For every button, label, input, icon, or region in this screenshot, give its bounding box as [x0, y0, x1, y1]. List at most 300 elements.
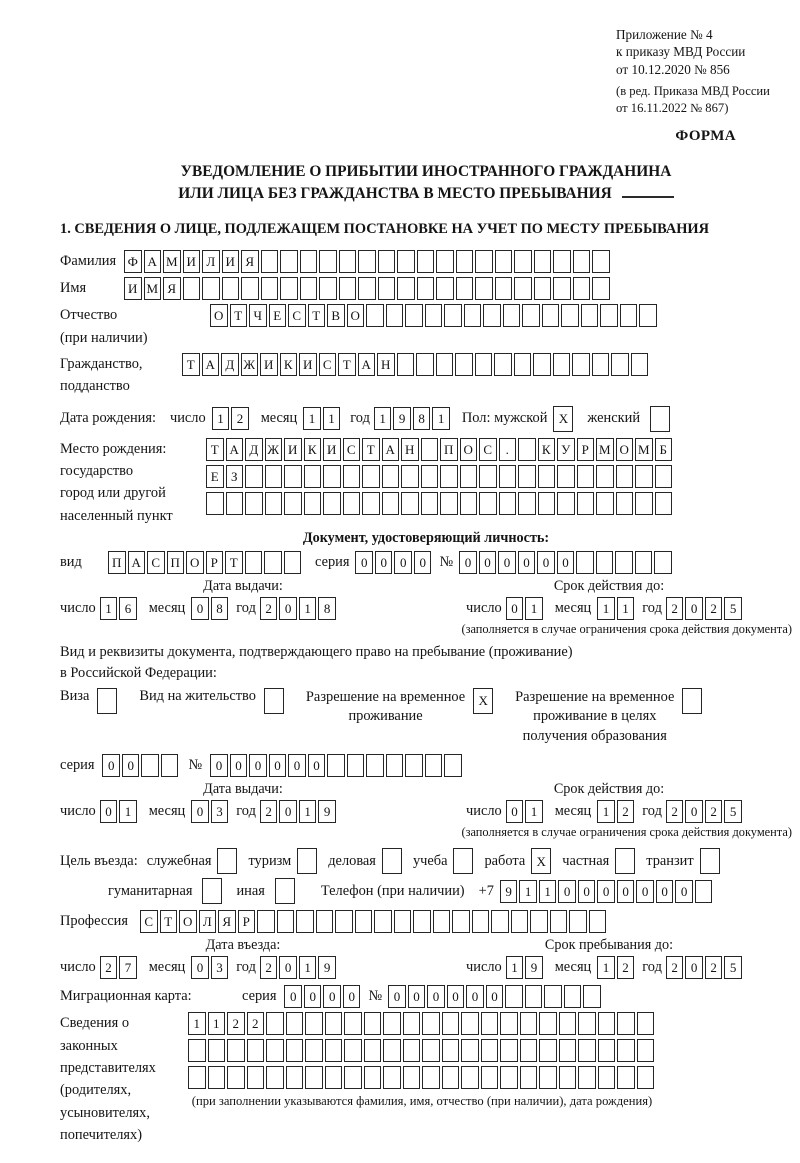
form-cell[interactable] [700, 848, 720, 874]
form-cell[interactable]: 0 [269, 754, 287, 777]
form-cell[interactable]: 0 [304, 985, 322, 1008]
form-cell[interactable] [264, 551, 282, 574]
form-cell[interactable] [682, 688, 702, 714]
form-cell[interactable] [206, 492, 224, 515]
form-cell[interactable] [208, 1066, 226, 1089]
form-cell[interactable] [284, 465, 302, 488]
form-cell[interactable] [500, 1012, 518, 1035]
form-cell[interactable] [261, 277, 279, 300]
form-cell[interactable] [573, 277, 591, 300]
form-cell[interactable]: К [304, 438, 322, 461]
form-cell[interactable] [382, 465, 400, 488]
form-cell[interactable] [416, 353, 434, 376]
form-cell[interactable]: 0 [685, 597, 703, 620]
form-cell[interactable] [479, 492, 497, 515]
form-cell[interactable] [358, 277, 376, 300]
form-cell[interactable] [481, 1066, 499, 1089]
form-cell[interactable] [518, 465, 536, 488]
form-cell[interactable]: 2 [260, 800, 278, 823]
form-cell[interactable]: А [202, 353, 220, 376]
form-cell[interactable]: 2 [617, 956, 635, 979]
form-cell[interactable]: 1 [519, 880, 537, 903]
form-cell[interactable] [654, 551, 672, 574]
form-cell[interactable] [479, 465, 497, 488]
form-cell[interactable] [460, 492, 478, 515]
form-cell[interactable] [494, 353, 512, 376]
form-cell[interactable]: 0 [414, 551, 432, 574]
form-cell[interactable]: П [167, 551, 185, 574]
form-cell[interactable]: 0 [506, 800, 524, 823]
form-cell[interactable] [383, 1066, 401, 1089]
form-cell[interactable]: 0 [249, 754, 267, 777]
form-cell[interactable] [266, 1039, 284, 1062]
form-cell[interactable] [615, 848, 635, 874]
form-cell[interactable] [161, 754, 179, 777]
form-cell[interactable] [304, 492, 322, 515]
form-cell[interactable]: Р [577, 438, 595, 461]
form-cell[interactable] [544, 985, 562, 1008]
form-cell[interactable] [397, 277, 415, 300]
form-cell[interactable] [227, 1066, 245, 1089]
form-cell[interactable] [339, 250, 357, 273]
form-cell[interactable]: 9 [318, 956, 336, 979]
form-cell[interactable] [598, 1012, 616, 1035]
form-cell[interactable] [245, 465, 263, 488]
form-cell[interactable] [366, 304, 384, 327]
form-cell[interactable] [617, 1039, 635, 1062]
form-cell[interactable]: . [499, 438, 517, 461]
form-cell[interactable] [241, 277, 259, 300]
form-cell[interactable]: 8 [318, 597, 336, 620]
form-cell[interactable] [576, 551, 594, 574]
form-cell[interactable]: 1 [597, 956, 615, 979]
form-cell[interactable]: Я [218, 910, 236, 933]
form-cell[interactable] [425, 754, 443, 777]
form-cell[interactable] [202, 878, 222, 904]
form-cell[interactable]: 9 [318, 800, 336, 823]
form-cell[interactable]: 6 [119, 597, 137, 620]
form-cell[interactable] [637, 1039, 655, 1062]
form-cell[interactable] [573, 250, 591, 273]
form-cell[interactable]: 0 [191, 800, 209, 823]
form-cell[interactable] [592, 277, 610, 300]
form-cell[interactable] [397, 353, 415, 376]
form-cell[interactable] [297, 848, 317, 874]
form-cell[interactable]: 1 [299, 597, 317, 620]
form-cell[interactable]: И [299, 353, 317, 376]
form-cell[interactable]: 0 [685, 956, 703, 979]
form-cell[interactable]: С [319, 353, 337, 376]
form-cell[interactable]: К [538, 438, 556, 461]
form-cell[interactable] [631, 353, 649, 376]
form-cell[interactable] [300, 277, 318, 300]
form-cell[interactable]: 1 [212, 407, 230, 430]
form-cell[interactable] [226, 492, 244, 515]
form-cell[interactable] [266, 1066, 284, 1089]
form-cell[interactable] [596, 551, 614, 574]
form-cell[interactable] [286, 1012, 304, 1035]
form-cell[interactable]: 0 [343, 985, 361, 1008]
form-cell[interactable] [538, 465, 556, 488]
form-cell[interactable] [596, 492, 614, 515]
form-cell[interactable]: 9 [525, 956, 543, 979]
form-cell[interactable] [442, 1066, 460, 1089]
form-cell[interactable]: 1 [303, 407, 321, 430]
form-cell[interactable]: 0 [394, 551, 412, 574]
form-cell[interactable] [620, 304, 638, 327]
form-cell[interactable]: А [226, 438, 244, 461]
form-cell[interactable]: Л [202, 250, 220, 273]
form-cell[interactable]: И [284, 438, 302, 461]
form-cell[interactable] [520, 1066, 538, 1089]
form-cell[interactable] [284, 551, 302, 574]
form-cell[interactable]: Я [163, 277, 181, 300]
form-cell[interactable]: Л [199, 910, 217, 933]
form-cell[interactable]: П [440, 438, 458, 461]
form-cell[interactable]: Е [269, 304, 287, 327]
form-cell[interactable]: Д [221, 353, 239, 376]
form-cell[interactable] [592, 250, 610, 273]
form-cell[interactable]: 2 [260, 597, 278, 620]
form-cell[interactable]: О [186, 551, 204, 574]
form-cell[interactable]: О [616, 438, 634, 461]
form-cell[interactable]: В [327, 304, 345, 327]
form-cell[interactable] [617, 1066, 635, 1089]
form-cell[interactable] [557, 465, 575, 488]
form-cell[interactable] [472, 910, 490, 933]
form-cell[interactable] [505, 985, 523, 1008]
form-cell[interactable] [364, 1066, 382, 1089]
form-cell[interactable] [325, 1012, 343, 1035]
form-cell[interactable]: 2 [666, 597, 684, 620]
form-cell[interactable]: Е [206, 465, 224, 488]
form-cell[interactable]: 2 [227, 1012, 245, 1035]
form-cell[interactable]: Н [401, 438, 419, 461]
form-cell[interactable] [444, 304, 462, 327]
form-cell[interactable] [440, 492, 458, 515]
form-cell[interactable] [319, 277, 337, 300]
form-cell[interactable] [581, 304, 599, 327]
form-cell[interactable]: 0 [486, 985, 504, 1008]
form-cell[interactable]: 0 [284, 985, 302, 1008]
form-cell[interactable] [481, 1039, 499, 1062]
form-cell[interactable] [561, 304, 579, 327]
form-cell[interactable]: Т [230, 304, 248, 327]
form-cell[interactable] [514, 250, 532, 273]
form-cell[interactable] [616, 465, 634, 488]
form-cell[interactable] [265, 492, 283, 515]
form-cell[interactable] [650, 406, 670, 432]
form-cell[interactable] [364, 1012, 382, 1035]
form-cell[interactable]: К [280, 353, 298, 376]
form-cell[interactable]: 0 [557, 551, 575, 574]
form-cell[interactable]: 0 [479, 551, 497, 574]
form-cell[interactable]: 0 [537, 551, 555, 574]
form-cell[interactable]: О [179, 910, 197, 933]
form-cell[interactable]: 0 [597, 880, 615, 903]
form-cell[interactable]: О [210, 304, 228, 327]
form-cell[interactable] [550, 910, 568, 933]
form-cell[interactable] [97, 688, 117, 714]
form-cell[interactable]: А [358, 353, 376, 376]
form-cell[interactable]: 0 [323, 985, 341, 1008]
form-cell[interactable]: 2 [231, 407, 249, 430]
form-cell[interactable]: 1 [617, 597, 635, 620]
form-cell[interactable]: 1 [323, 407, 341, 430]
form-cell[interactable] [280, 277, 298, 300]
form-cell[interactable]: 1 [506, 956, 524, 979]
form-cell[interactable]: 7 [119, 956, 137, 979]
form-cell[interactable] [366, 754, 384, 777]
form-cell[interactable] [442, 1039, 460, 1062]
form-cell[interactable]: 0 [466, 985, 484, 1008]
form-cell[interactable] [615, 551, 633, 574]
form-cell[interactable]: 0 [388, 985, 406, 1008]
form-cell[interactable]: 2 [705, 597, 723, 620]
form-cell[interactable] [280, 250, 298, 273]
form-cell[interactable] [378, 277, 396, 300]
form-cell[interactable]: 0 [685, 800, 703, 823]
form-cell[interactable] [305, 1012, 323, 1035]
form-cell[interactable]: 0 [230, 754, 248, 777]
form-cell[interactable] [499, 492, 517, 515]
form-cell[interactable] [456, 277, 474, 300]
form-cell[interactable] [616, 492, 634, 515]
form-cell[interactable] [635, 492, 653, 515]
form-cell[interactable] [300, 250, 318, 273]
form-cell[interactable] [655, 492, 673, 515]
form-cell[interactable]: Д [245, 438, 263, 461]
form-cell[interactable] [553, 277, 571, 300]
form-cell[interactable] [362, 492, 380, 515]
form-cell[interactable] [444, 754, 462, 777]
form-cell[interactable] [564, 985, 582, 1008]
form-cell[interactable]: 8 [211, 597, 229, 620]
form-cell[interactable]: И [260, 353, 278, 376]
form-cell[interactable] [534, 277, 552, 300]
form-cell[interactable] [323, 492, 341, 515]
form-cell[interactable] [569, 910, 587, 933]
form-cell[interactable]: Ч [249, 304, 267, 327]
form-cell[interactable]: М [596, 438, 614, 461]
form-cell[interactable] [382, 848, 402, 874]
form-cell[interactable] [347, 754, 365, 777]
form-cell[interactable]: О [347, 304, 365, 327]
form-cell[interactable]: 0 [675, 880, 693, 903]
form-cell[interactable] [358, 250, 376, 273]
form-cell[interactable]: О [460, 438, 478, 461]
form-cell[interactable]: И [183, 250, 201, 273]
form-cell[interactable] [265, 465, 283, 488]
form-cell[interactable]: 5 [724, 800, 742, 823]
form-cell[interactable]: Ж [265, 438, 283, 461]
form-cell[interactable] [304, 465, 322, 488]
form-cell[interactable] [635, 465, 653, 488]
form-cell[interactable]: 1 [208, 1012, 226, 1035]
form-cell[interactable] [319, 250, 337, 273]
form-cell[interactable]: X [473, 688, 493, 714]
form-cell[interactable] [617, 1012, 635, 1035]
form-cell[interactable] [503, 304, 521, 327]
form-cell[interactable]: М [163, 250, 181, 273]
form-cell[interactable]: Б [655, 438, 673, 461]
form-cell[interactable] [323, 465, 341, 488]
form-cell[interactable]: Т [182, 353, 200, 376]
form-cell[interactable] [514, 353, 532, 376]
form-cell[interactable] [362, 465, 380, 488]
form-cell[interactable]: 2 [247, 1012, 265, 1035]
form-cell[interactable]: П [108, 551, 126, 574]
form-cell[interactable]: 0 [308, 754, 326, 777]
form-cell[interactable] [344, 1066, 362, 1089]
form-cell[interactable]: 3 [211, 956, 229, 979]
form-cell[interactable] [514, 277, 532, 300]
form-cell[interactable]: С [147, 551, 165, 574]
form-cell[interactable]: 0 [498, 551, 516, 574]
form-cell[interactable]: 0 [210, 754, 228, 777]
form-cell[interactable] [583, 985, 601, 1008]
form-cell[interactable] [305, 1039, 323, 1062]
form-cell[interactable] [335, 910, 353, 933]
form-cell[interactable] [596, 465, 614, 488]
form-cell[interactable] [592, 353, 610, 376]
form-cell[interactable]: Ф [124, 250, 142, 273]
form-cell[interactable] [637, 1066, 655, 1089]
form-cell[interactable]: 0 [408, 985, 426, 1008]
form-cell[interactable]: X [531, 848, 551, 874]
form-cell[interactable]: 2 [705, 800, 723, 823]
form-cell[interactable]: 1 [432, 407, 450, 430]
form-cell[interactable] [539, 1066, 557, 1089]
form-cell[interactable] [518, 438, 536, 461]
form-cell[interactable] [247, 1066, 265, 1089]
form-cell[interactable]: Я [241, 250, 259, 273]
form-cell[interactable] [222, 277, 240, 300]
form-cell[interactable]: М [635, 438, 653, 461]
form-cell[interactable] [413, 910, 431, 933]
form-cell[interactable] [559, 1012, 577, 1035]
form-cell[interactable] [217, 848, 237, 874]
form-cell[interactable] [421, 465, 439, 488]
form-cell[interactable]: Р [206, 551, 224, 574]
form-cell[interactable]: 0 [558, 880, 576, 903]
form-cell[interactable] [461, 1039, 479, 1062]
form-cell[interactable] [539, 1039, 557, 1062]
form-cell[interactable] [316, 910, 334, 933]
form-cell[interactable] [481, 1012, 499, 1035]
form-cell[interactable] [600, 304, 618, 327]
form-cell[interactable] [491, 910, 509, 933]
form-cell[interactable] [339, 277, 357, 300]
form-cell[interactable] [421, 492, 439, 515]
form-cell[interactable] [611, 353, 629, 376]
form-cell[interactable] [500, 1066, 518, 1089]
form-cell[interactable]: С [479, 438, 497, 461]
form-cell[interactable] [495, 277, 513, 300]
form-cell[interactable] [141, 754, 159, 777]
form-cell[interactable]: 0 [191, 597, 209, 620]
form-cell[interactable] [461, 1066, 479, 1089]
form-cell[interactable] [403, 1039, 421, 1062]
form-cell[interactable]: У [557, 438, 575, 461]
form-cell[interactable]: С [140, 910, 158, 933]
form-cell[interactable]: 5 [724, 956, 742, 979]
form-cell[interactable]: З [226, 465, 244, 488]
form-cell[interactable] [417, 277, 435, 300]
form-cell[interactable] [327, 754, 345, 777]
form-cell[interactable] [511, 910, 529, 933]
form-cell[interactable]: 1 [299, 956, 317, 979]
form-cell[interactable] [635, 551, 653, 574]
form-cell[interactable]: 0 [459, 551, 477, 574]
form-cell[interactable] [525, 985, 543, 1008]
form-cell[interactable]: С [288, 304, 306, 327]
form-cell[interactable]: 1 [188, 1012, 206, 1035]
form-cell[interactable]: 0 [447, 985, 465, 1008]
form-cell[interactable] [382, 492, 400, 515]
form-cell[interactable]: Р [238, 910, 256, 933]
form-cell[interactable] [456, 250, 474, 273]
form-cell[interactable] [325, 1039, 343, 1062]
form-cell[interactable] [572, 353, 590, 376]
form-cell[interactable] [436, 353, 454, 376]
form-cell[interactable] [383, 1012, 401, 1035]
form-cell[interactable] [296, 910, 314, 933]
form-cell[interactable]: 0 [636, 880, 654, 903]
form-cell[interactable]: 1 [119, 800, 137, 823]
form-cell[interactable] [386, 754, 404, 777]
form-cell[interactable] [589, 910, 607, 933]
form-cell[interactable] [539, 1012, 557, 1035]
form-cell[interactable] [355, 910, 373, 933]
form-cell[interactable]: Т [338, 353, 356, 376]
form-cell[interactable] [499, 465, 517, 488]
form-cell[interactable] [425, 304, 443, 327]
form-cell[interactable] [266, 1012, 284, 1035]
form-cell[interactable] [378, 250, 396, 273]
form-cell[interactable] [520, 1012, 538, 1035]
form-cell[interactable]: Т [160, 910, 178, 933]
form-cell[interactable] [183, 277, 201, 300]
form-cell[interactable] [325, 1066, 343, 1089]
form-cell[interactable]: X [553, 406, 573, 432]
form-cell[interactable] [188, 1039, 206, 1062]
form-cell[interactable] [401, 492, 419, 515]
form-cell[interactable] [520, 1039, 538, 1062]
form-cell[interactable] [695, 880, 713, 903]
form-cell[interactable] [386, 304, 404, 327]
form-cell[interactable] [637, 1012, 655, 1035]
form-cell[interactable] [397, 250, 415, 273]
form-cell[interactable] [598, 1066, 616, 1089]
form-cell[interactable] [401, 465, 419, 488]
form-cell[interactable] [275, 878, 295, 904]
form-cell[interactable] [343, 492, 361, 515]
form-cell[interactable]: Т [206, 438, 224, 461]
form-cell[interactable]: 0 [427, 985, 445, 1008]
form-cell[interactable] [344, 1012, 362, 1035]
form-cell[interactable] [442, 1012, 460, 1035]
form-cell[interactable] [461, 1012, 479, 1035]
form-cell[interactable] [655, 465, 673, 488]
form-cell[interactable]: 2 [100, 956, 118, 979]
form-cell[interactable]: 1 [525, 597, 543, 620]
form-cell[interactable]: 0 [279, 956, 297, 979]
form-cell[interactable] [553, 250, 571, 273]
form-cell[interactable]: 0 [518, 551, 536, 574]
form-cell[interactable]: 1 [100, 597, 118, 620]
form-cell[interactable]: А [128, 551, 146, 574]
